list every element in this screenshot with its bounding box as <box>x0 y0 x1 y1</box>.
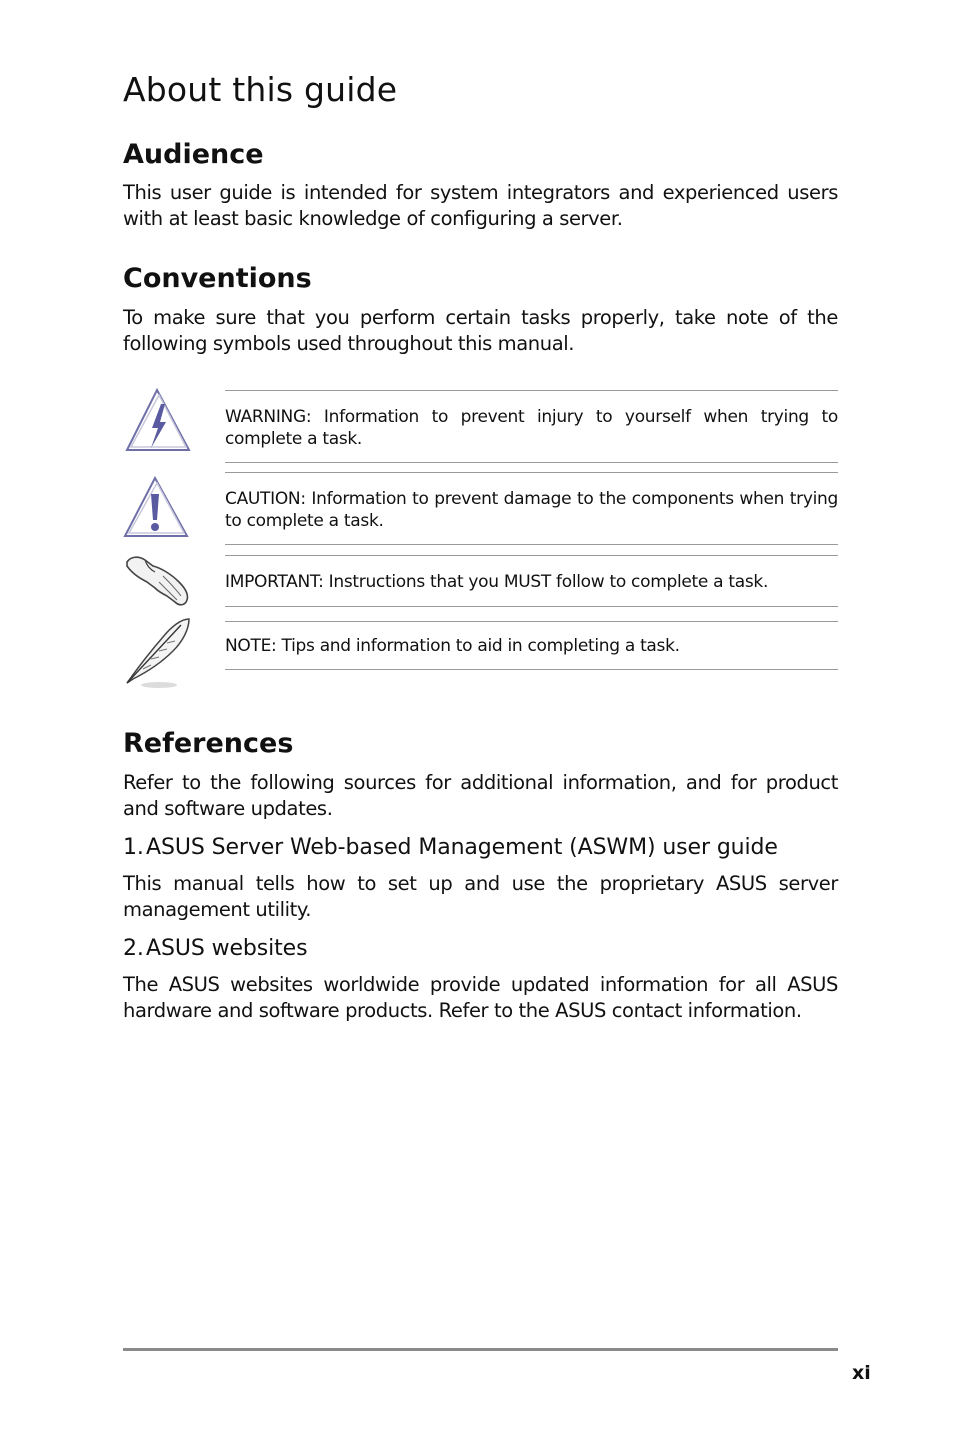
page-number: xi <box>852 1362 871 1384</box>
note-bottom-rule <box>225 669 838 670</box>
conventions-body: To make sure that you perform certain tasks properly, take note of the following symbols used throughout this manual. <box>123 306 838 355</box>
caution-text: CAUTION: Information to prevent damage to the components when trying to complete a task. <box>225 489 838 531</box>
audience-body: This user guide is intended for system integrators and experienced users with at least basic knowledge of configuring a server. <box>123 181 838 230</box>
reference-item-2-number: 2. <box>123 936 144 961</box>
note-note <box>123 615 838 691</box>
important-top-rule <box>225 555 838 556</box>
warning-note <box>123 384 838 466</box>
reference-item-2-title <box>123 936 307 961</box>
important-hand-icon <box>123 552 193 610</box>
reference-item-1-title-text: ASUS Server Web-based Management (ASWM) user guide <box>146 835 778 860</box>
caution-note <box>123 466 838 548</box>
reference-item-1-body: This manual tells how to set up and use the proprietary ASUS server management utility. <box>123 872 838 921</box>
references-body: Refer to the following sources for additional information, and for product and software updates. <box>123 771 838 820</box>
footer-rule <box>123 1348 838 1351</box>
caution-top-rule <box>225 472 838 473</box>
warning-top-rule <box>225 390 838 391</box>
note-text: NOTE: Tips and information to aid in completing a task. <box>225 636 680 656</box>
reference-item-1-number: 1. <box>123 835 144 860</box>
reference-item-2-title-text: ASUS websites <box>146 936 308 961</box>
important-text: IMPORTANT: Instructions that you MUST follow to complete a task. <box>225 572 769 592</box>
reference-item-2-body: The ASUS websites worldwide provide updated information for all ASUS hardware and software products. Refer to the ASUS contact information. <box>123 973 838 1022</box>
important-note <box>123 550 838 610</box>
reference-item-1-title <box>123 835 778 860</box>
warning-lightning-icon <box>123 386 193 456</box>
conventions-heading: Conventions <box>123 263 312 294</box>
warning-text: WARNING: Information to prevent injury to yourself when trying to complete a task. <box>225 407 838 449</box>
important-bottom-rule <box>225 606 838 607</box>
note-quill-icon <box>123 615 193 691</box>
audience-heading: Audience <box>123 139 264 170</box>
warning-bottom-rule <box>225 462 838 463</box>
note-top-rule <box>225 621 838 622</box>
page-title: About this guide <box>123 70 398 109</box>
references-heading: References <box>123 728 294 759</box>
caution-bottom-rule <box>225 544 838 545</box>
caution-exclamation-icon <box>123 474 193 542</box>
